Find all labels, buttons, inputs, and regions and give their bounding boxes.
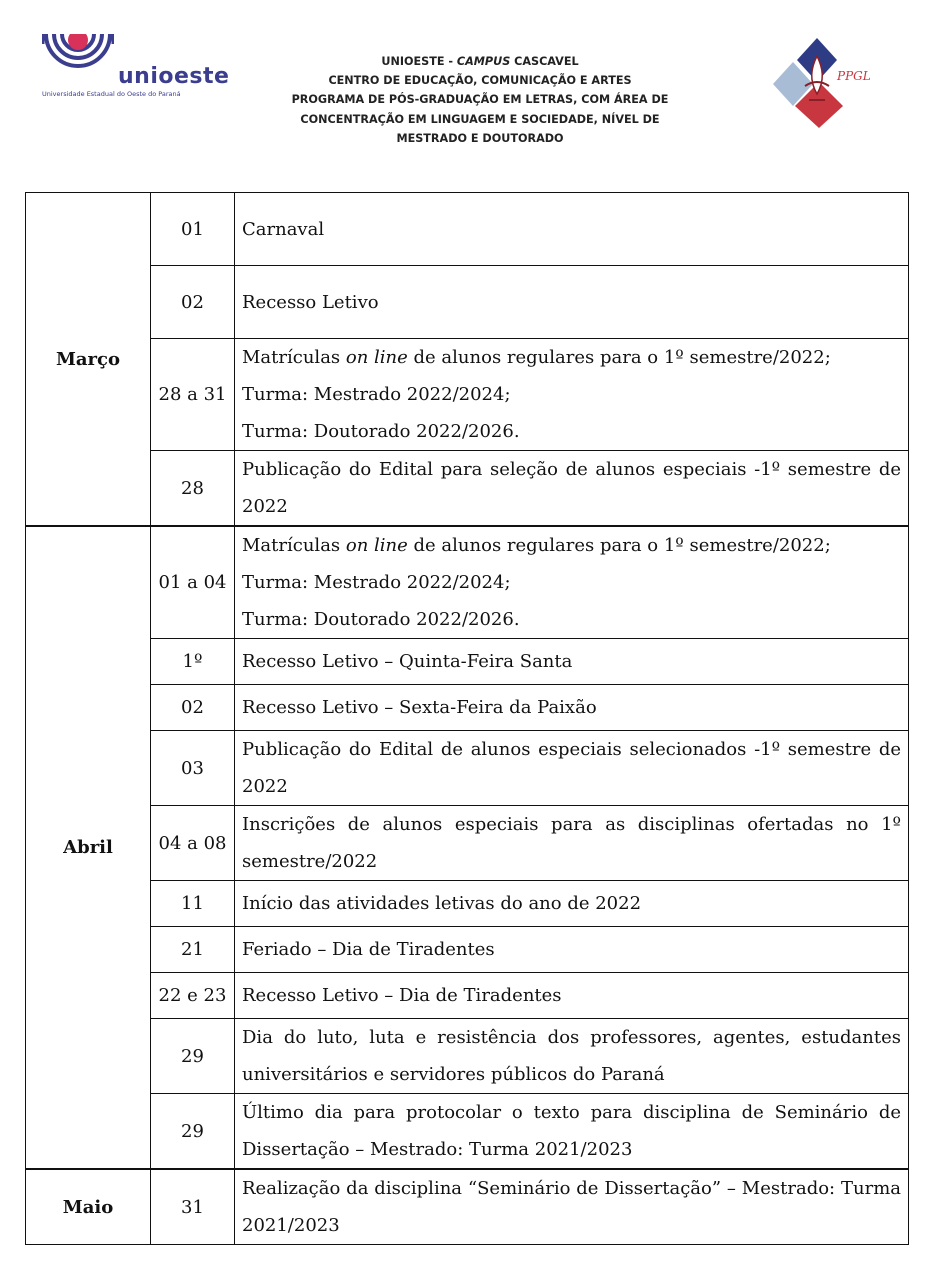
- day-cell: 11: [151, 881, 235, 927]
- table-row: [26, 1094, 909, 1170]
- day-cell: 02: [151, 266, 235, 339]
- table-row: [26, 339, 909, 451]
- description-cell: Carnaval: [235, 193, 909, 266]
- day-cell: 28: [151, 451, 235, 527]
- table-row: [26, 685, 909, 731]
- heading-line-4: CONCENTRAÇÃO EM LINGUAGEM E SOCIEDADE, NÍVEL DE: [300, 112, 660, 126]
- day-cell: 03: [151, 731, 235, 806]
- description-cell: Dia do luto, luta e resistência dos professores, agentes, estudantes universitários e servidores públicos do Paraná: [235, 1019, 909, 1094]
- table-row: [26, 1169, 909, 1245]
- table-row: [26, 927, 909, 973]
- table-row: [26, 266, 909, 339]
- description-cell: Inscrições de alunos especiais para as disciplinas ofertadas no 1º semestre/2022: [235, 806, 909, 881]
- description-cell: Início das atividades letivas do ano de 2022: [235, 881, 909, 927]
- ppgl-logo-text: PPGL: [837, 69, 871, 83]
- institution-heading: [250, 52, 710, 148]
- table-row: [26, 1019, 909, 1094]
- table-row: [26, 881, 909, 927]
- table-row: [26, 526, 909, 639]
- unioeste-emblem-icon: [42, 34, 114, 86]
- table-row: [26, 193, 909, 266]
- month-cell-maio: Maio: [26, 1169, 151, 1245]
- description-cell: Feriado – Dia de Tiradentes: [235, 927, 909, 973]
- ppgl-emblem-icon: [765, 36, 885, 128]
- description-cell: Recesso Letivo: [235, 266, 909, 339]
- month-cell-marco: Março: [26, 193, 151, 527]
- heading-line-3: PROGRAMA DE PÓS-GRADUAÇÃO EM LETRAS, COM ÁREA DE: [291, 93, 669, 107]
- table-row: [26, 451, 909, 527]
- day-cell: 01: [151, 193, 235, 266]
- day-cell: 29: [151, 1094, 235, 1170]
- description-cell: Realização da disciplina “Seminário de Dissertação” – Mestrado: Turma 2021/2023: [235, 1169, 909, 1245]
- table-row: [26, 731, 909, 806]
- description-cell: Publicação do Edital de alunos especiais selecionados -1º semestre de 2022: [235, 731, 909, 806]
- description-cell: Matrículas on line de alunos regulares para o 1º semestre/2022; Turma: Mestrado 2022/2024; Turma: Doutorado 2022/2026.: [235, 526, 909, 639]
- day-cell: 31: [151, 1169, 235, 1245]
- heading-line-1: UNIOESTE - CAMPUS CASCAVEL: [381, 55, 579, 68]
- month-cell-abril: Abril: [26, 526, 151, 1169]
- unioeste-logo: [42, 34, 230, 104]
- day-cell: 02: [151, 685, 235, 731]
- table-row: [26, 639, 909, 685]
- day-cell: 22 e 23: [151, 973, 235, 1019]
- calendar-table: [25, 192, 909, 1245]
- ppgl-logo: [765, 36, 885, 128]
- day-cell: 28 a 31: [151, 339, 235, 451]
- description-cell: Último dia para protocolar o texto para disciplina de Seminário de Dissertação – Mestrado: Turma 2021/2023: [235, 1094, 909, 1170]
- logo-wordmark: unioeste: [118, 64, 230, 89]
- table-row: [26, 806, 909, 881]
- description-cell: Recesso Letivo – Sexta-Feira da Paixão: [235, 685, 909, 731]
- table-row: [26, 973, 909, 1019]
- description-cell: Publicação do Edital para seleção de alunos especiais -1º semestre de 2022: [235, 451, 909, 527]
- day-cell: 04 a 08: [151, 806, 235, 881]
- day-cell: 29: [151, 1019, 235, 1094]
- logo-subtitle: Universidade Estadual do Oeste do Paraná: [42, 90, 181, 98]
- description-cell: Matrículas on line de alunos regulares para o 1º semestre/2022; Turma: Mestrado 2022/2024; Turma: Doutorado 2022/2026.: [235, 339, 909, 451]
- page-header: [0, 0, 938, 190]
- description-cell: Recesso Letivo – Dia de Tiradentes: [235, 973, 909, 1019]
- heading-line-5: MESTRADO E DOUTORADO: [396, 131, 564, 145]
- day-cell: 01 a 04: [151, 526, 235, 639]
- day-cell: 1º: [151, 639, 235, 685]
- heading-line-2: CENTRO DE EDUCAÇÃO, COMUNICAÇÃO E ARTES: [328, 74, 632, 88]
- day-cell: 21: [151, 927, 235, 973]
- description-cell: Recesso Letivo – Quinta-Feira Santa: [235, 639, 909, 685]
